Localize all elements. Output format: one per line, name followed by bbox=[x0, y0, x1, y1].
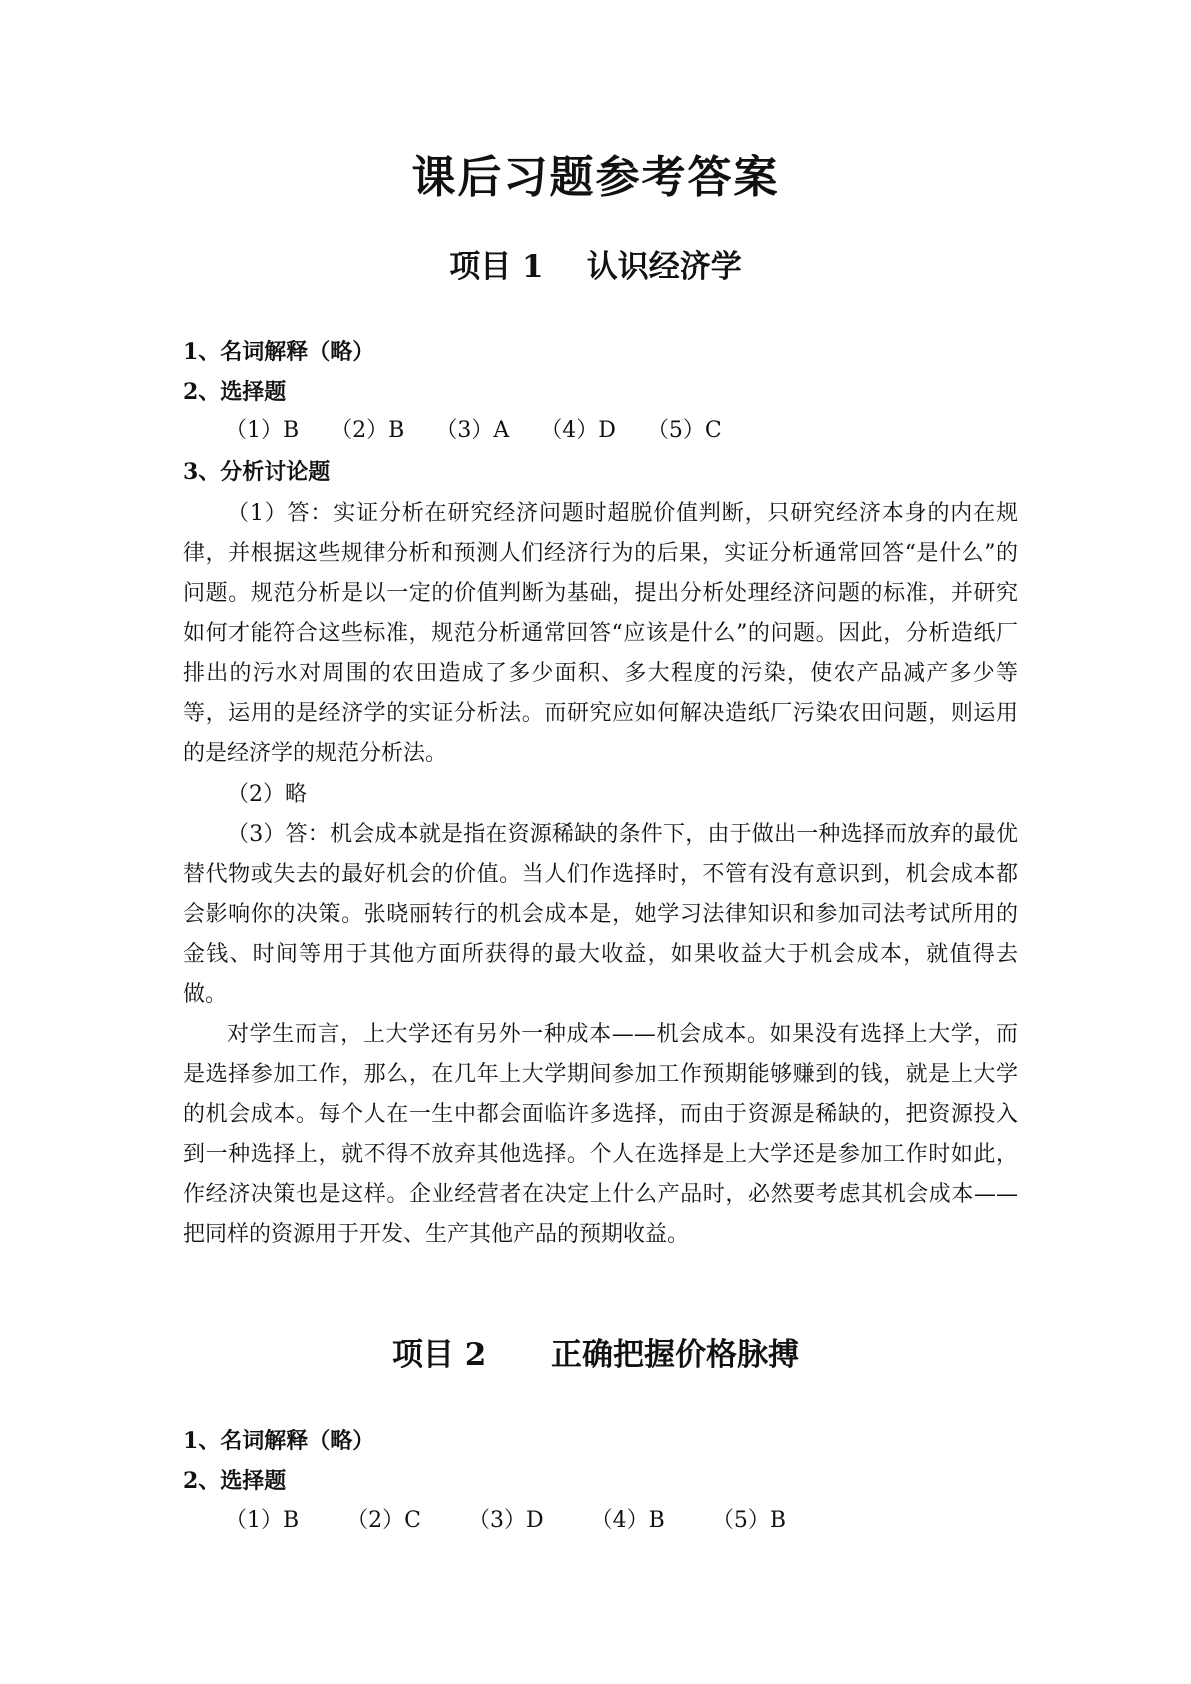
p1-choice-1: （1）B bbox=[225, 418, 300, 443]
p2-choice-4: （4）B bbox=[590, 1508, 665, 1533]
p2-choice-5: （5）B bbox=[711, 1508, 786, 1533]
p2-choice-answers bbox=[225, 1505, 826, 1537]
p2-section-glossary: 1、名词解释（略） bbox=[183, 1428, 375, 1454]
project-1-heading: 项目 1 认识经济学 bbox=[449, 249, 742, 285]
p1-section-glossary: 1、名词解释（略） bbox=[183, 339, 375, 365]
p1-answer-3-continued: 对学生而言，上大学还有另外一种成本——机会成本。如果没有选择上大学，而是选择参加工作，那么，在几年上大学期间参加工作预期能够赚到的钱，就是上大学的机会成本。每个人在一生中都会面临许多选择，而由于资源是稀缺的，把资源投入到一种选择上，就不得不放弃其他选择。个人在选择是上大学还是参加工作时如此，作经济决策也是这样。企业经营者在决定上什么产品时，必然要考虑其机会成本——把同样的资源用于开发、生产其他产品的预期收益。 bbox=[183, 1022, 1018, 1247]
p2-choice-3: （3）D bbox=[468, 1508, 544, 1533]
p1-choice-4: （4）D bbox=[540, 418, 616, 443]
p1-answer-2: （2）略 bbox=[227, 782, 307, 807]
p1-answer-1: （1）答：实证分析在研究经济问题时超脱价值判断，只研究经济本身的内在规律，并根据这些规律分析和预测人们经济行为的后果，实证分析通常回答“是什么”的问题。规范分析是以一定的价值判断为基础，提出分析处理经济问题的标准，并研究如何才能符合这些标准，规范分析通常回答“应该是什么”的问题。因此，分析造纸厂排出的污水对周围的农田造成了多少面积、多大程度的污染，使农产品减产多少等等，运用的是经济学的实证分析法。而研究应如何解决造纸厂污染农田问题，则运用的是经济学的规范分析法。 bbox=[183, 501, 1018, 766]
p2-choice-1: （1）B bbox=[225, 1508, 300, 1533]
project-2-heading: 项目 2 正确把握价格脉搏 bbox=[391, 1337, 800, 1373]
p1-choice-3: （3）A bbox=[435, 418, 510, 443]
p2-choice-2: （2）C bbox=[346, 1508, 422, 1533]
p1-section-choice: 2、选择题 bbox=[183, 379, 287, 405]
document-title: 课后习题参考答案 bbox=[411, 152, 780, 203]
p1-section-discussion: 3、分析讨论题 bbox=[183, 459, 331, 485]
p1-answer-3: （3）答：机会成本就是指在资源稀缺的条件下，由于做出一种选择而放弃的最优替代物或失去的最好机会的价值。当人们作选择时，不管有没有意识到，机会成本都会影响你的决策。张晓丽转行的机会成本是，她学习法律知识和参加司法考试所用的金钱、时间等用于其他方面所获得的最大收益，如果收益大于机会成本，就值得去做。 bbox=[183, 822, 1018, 1007]
p2-section-choice: 2、选择题 bbox=[183, 1468, 287, 1494]
p1-choice-2: （2）B bbox=[330, 418, 405, 443]
p1-choice-5: （5）C bbox=[646, 418, 722, 443]
p1-choice-answers bbox=[225, 415, 746, 447]
